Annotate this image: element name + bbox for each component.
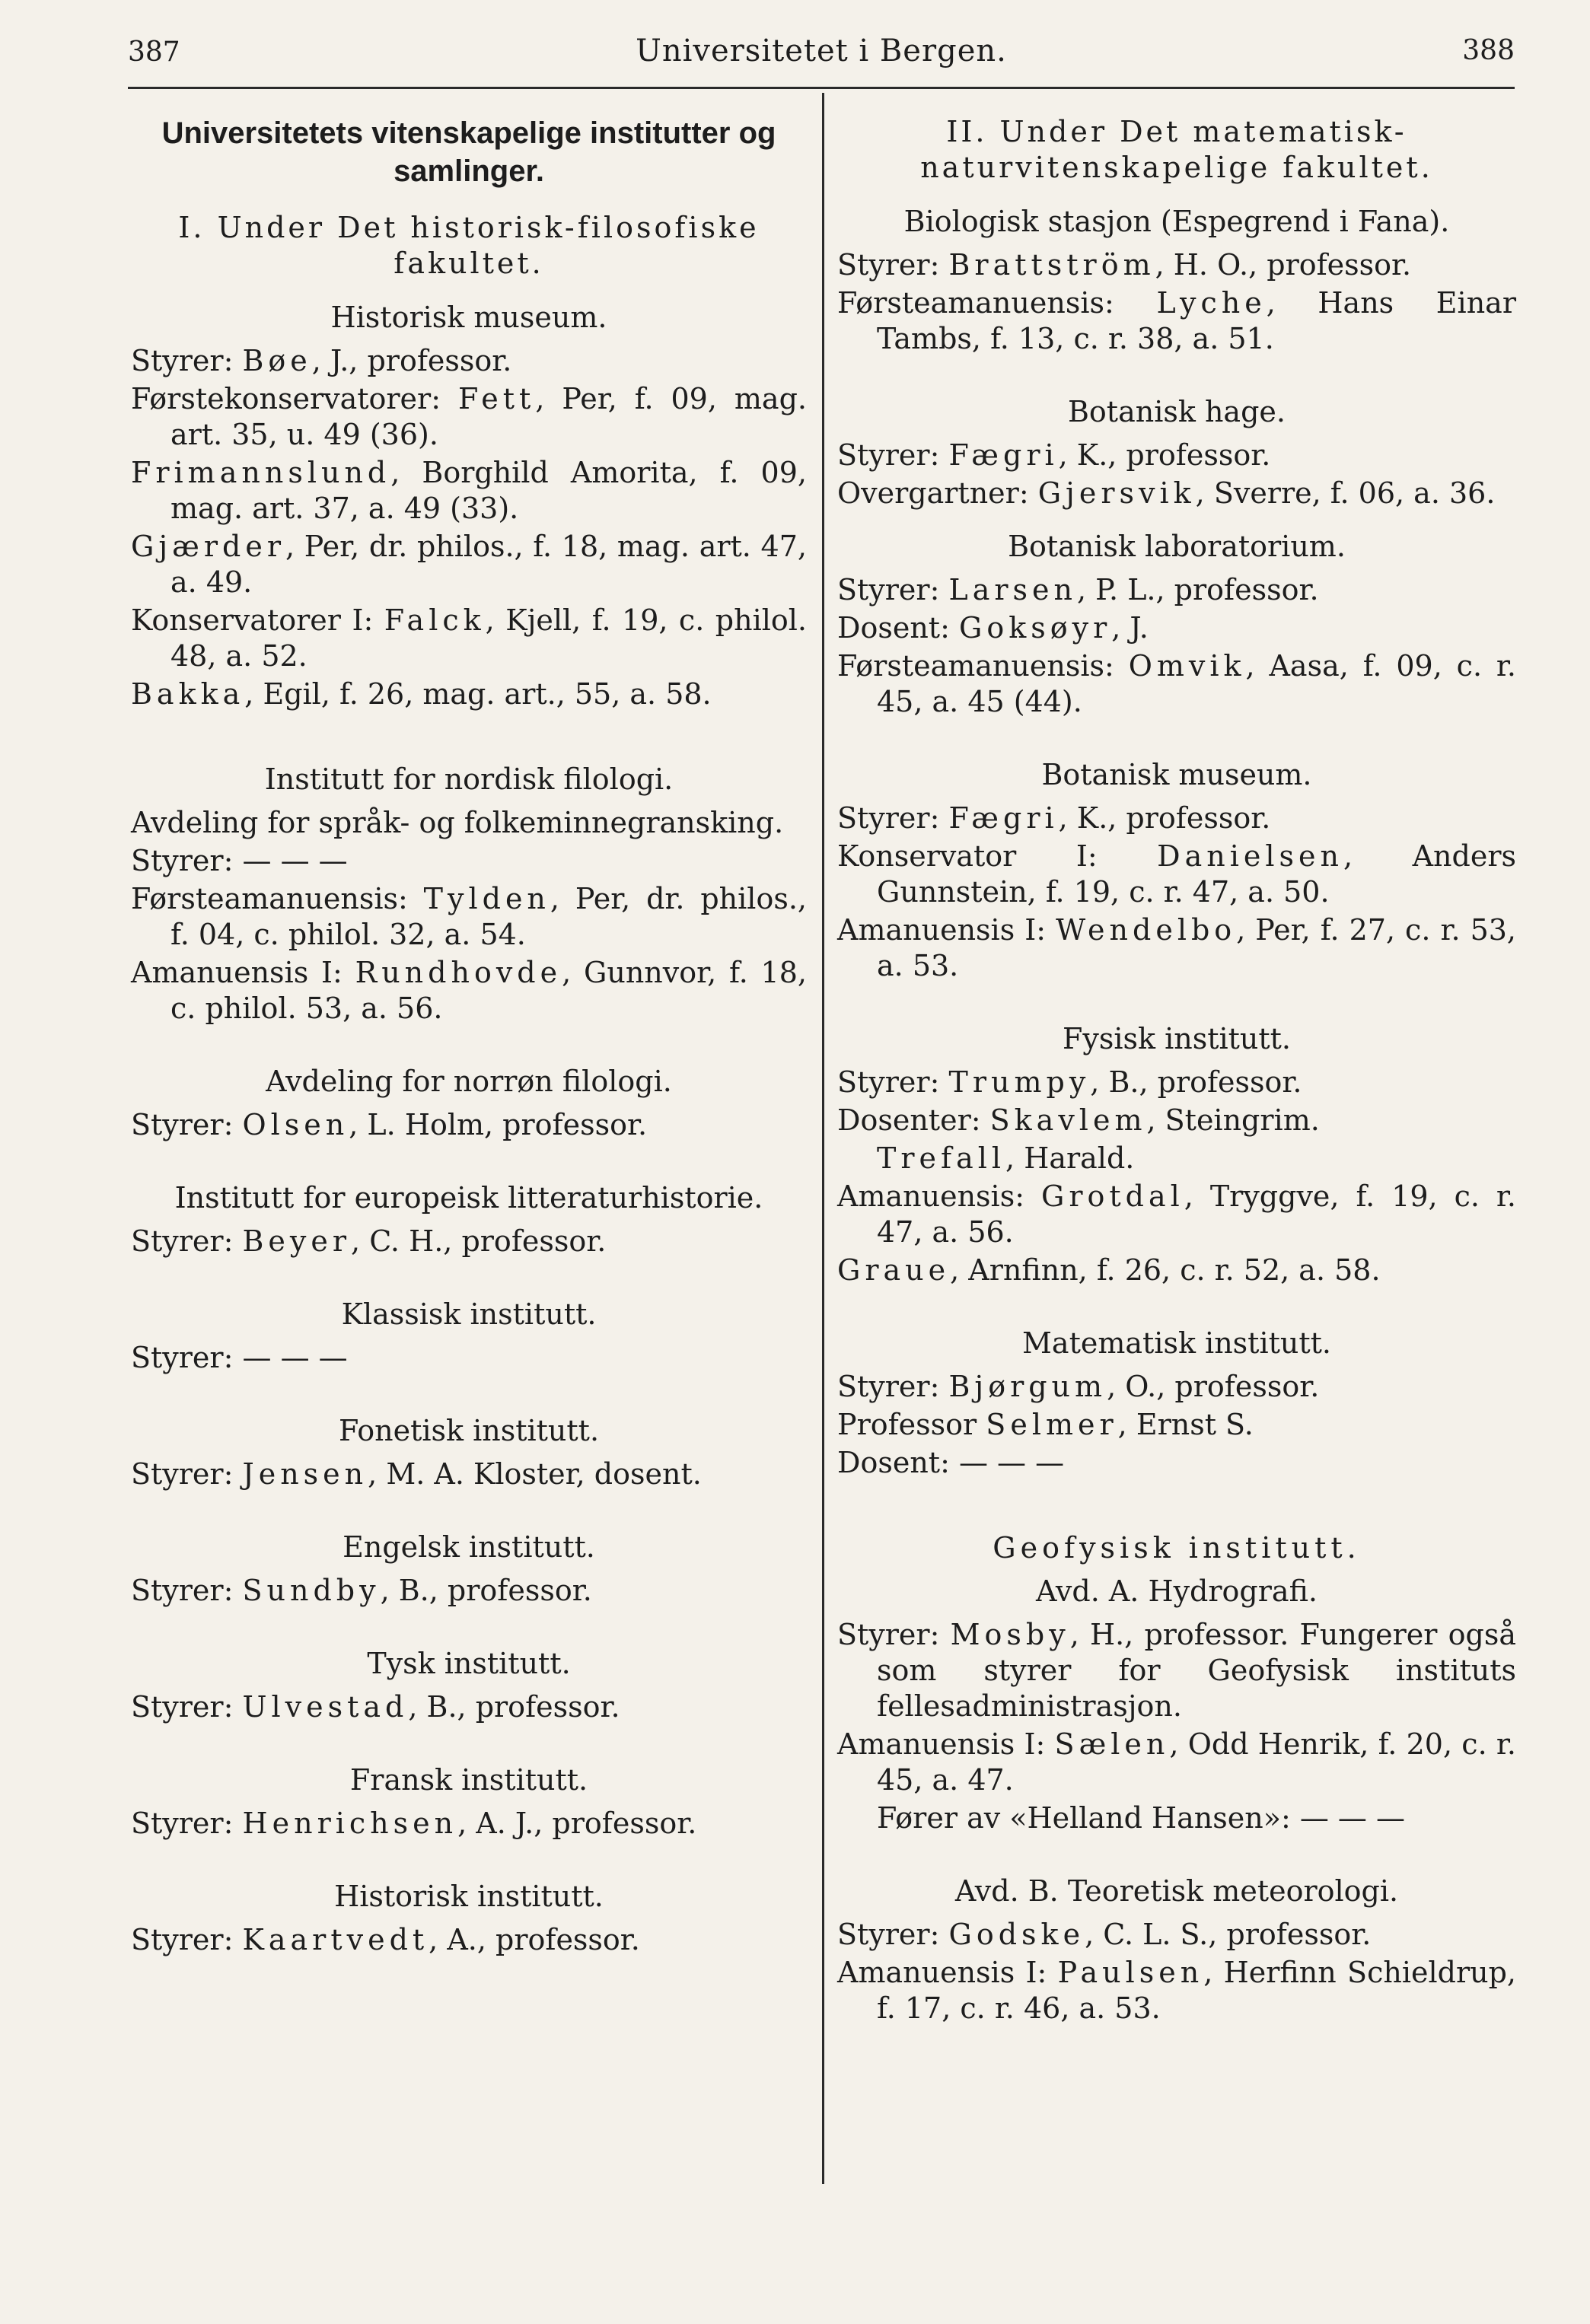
entry-label: Styrer: <box>131 1923 243 1956</box>
entry-label: Styrer: <box>131 1108 243 1141</box>
entry-label: Førstekonservatorer: <box>131 382 458 415</box>
entry-label: Styrer: <box>837 248 949 282</box>
entry-label: Amanuensis: <box>837 1180 1041 1213</box>
entry-label: Professor <box>837 1408 986 1441</box>
entry <box>131 1689 807 1725</box>
section-norron-filologi <box>131 1064 807 1143</box>
entry-name: Beyer <box>242 1224 352 1258</box>
entry-details: , B., professor. <box>408 1690 620 1724</box>
entry <box>837 285 1516 357</box>
section-engelsk-institutt <box>131 1530 807 1609</box>
entry <box>837 1800 1516 1836</box>
entry <box>131 1806 807 1842</box>
entry-label: Styrer: <box>131 1224 243 1258</box>
entry-details: , J., professor. <box>311 344 512 377</box>
section-botanisk-museum <box>837 757 1516 984</box>
entry-details: , Per, f. 27, c. r. 53, a. 53. <box>877 913 1516 982</box>
section-klassisk-institutt <box>131 1297 807 1376</box>
entry-name: Tylden <box>423 882 550 915</box>
section-fysisk-institutt <box>837 1021 1516 1288</box>
entry-name: Bøe <box>242 344 312 377</box>
entry-label: Styrer: <box>837 801 949 835</box>
subsection-title: Avd. A. Hydrografi. <box>1036 1574 1318 1608</box>
entry-name: Brattström <box>948 248 1155 282</box>
entry-details: , K., professor. <box>1058 801 1271 835</box>
section-fransk-institutt <box>131 1762 807 1842</box>
column-divider <box>822 93 824 2184</box>
entry-details: , J. <box>1111 611 1149 645</box>
section-title: Engelsk institutt. <box>343 1530 595 1564</box>
entry <box>837 1617 1516 1724</box>
section-title: Botanisk hage. <box>1068 395 1286 428</box>
entry-label: Styrer: <box>131 844 243 877</box>
entry <box>131 1224 807 1259</box>
entry-details: , A., professor. <box>429 1923 640 1956</box>
section-title: Avdeling for norrøn filologi. <box>266 1065 672 1098</box>
section-title: Fonetisk institutt. <box>338 1414 600 1447</box>
entry-name: Jensen <box>242 1457 368 1491</box>
entry-name: Selmer <box>986 1408 1118 1441</box>
entry-name: Fett <box>457 382 536 415</box>
entry-details: , Per, f. 09, mag. art. 35, u. 49 (36). <box>170 382 807 451</box>
entry-label: Førsteamanuensis: <box>837 286 1157 320</box>
section-title: Geofysisk institutt. <box>993 1531 1361 1565</box>
entry <box>131 1922 807 1958</box>
entry-details: , Anders Gunnstein, f. 19, c. r. 47, a. 50. <box>877 839 1516 909</box>
entry-details: , L. Holm, professor. <box>349 1108 648 1141</box>
section-title: Biologisk stasjon (Espegrend i Fana). <box>903 205 1450 238</box>
entry-label: Styrer: <box>837 573 949 606</box>
entry-name: Bakka <box>131 677 245 711</box>
entry <box>837 247 1516 283</box>
entry-label: Styrer: <box>131 1574 243 1607</box>
section-title: Matematisk institutt. <box>1022 1326 1331 1360</box>
entry-name: Trefall <box>877 1141 1006 1175</box>
entry-name: Wendelbo <box>1056 913 1237 947</box>
section-title: Klassisk institutt. <box>341 1297 597 1331</box>
entry-label: Styrer: <box>131 1341 243 1374</box>
running-header <box>128 30 1515 84</box>
entry <box>837 1103 1516 1138</box>
entry <box>837 1369 1516 1405</box>
section-biologisk-stasjon <box>837 204 1516 357</box>
entry-details: , Odd Henrik, f. 20, c. r. 45, a. 47. <box>877 1727 1516 1797</box>
entry-name: Olsen <box>242 1108 349 1141</box>
entry-details: , Gunnvor, f. 18, c. philol. 53, a. 56. <box>170 956 807 1025</box>
section-historisk-museum <box>131 300 807 712</box>
entry-details: , B., professor. <box>1090 1065 1302 1099</box>
faculty-title: I. Under Det historisk-filosofiske fakultet. <box>178 211 760 280</box>
entry-name: Mosby <box>950 1618 1070 1651</box>
entry <box>837 648 1516 720</box>
entry-label: Fører av «Helland Hansen»: <box>877 1801 1300 1835</box>
header-rule <box>128 87 1515 89</box>
entry-label: Styrer: <box>837 438 949 472</box>
entry-name: Falck <box>384 603 486 637</box>
entry-details: , Per, dr. philos., f. 18, mag. art. 47, a. 49. <box>170 530 807 599</box>
entry-label: Styrer: <box>131 1807 243 1840</box>
entry-details: , Aasa, f. 09, c. r. 45, a. 45 (44). <box>877 649 1516 718</box>
entry-label: Dosent: <box>837 611 959 645</box>
entry-label: Amanuensis I: <box>837 1727 1055 1761</box>
entry-details: — — — <box>242 1341 348 1374</box>
entry <box>837 1407 1516 1443</box>
section-title: Botanisk laboratorium. <box>1008 530 1346 563</box>
entry-label: Styrer: <box>837 1370 949 1403</box>
entry-name: Omvik <box>1128 649 1246 683</box>
entry <box>131 455 807 527</box>
section-title: Botanisk museum. <box>1041 758 1312 791</box>
entry <box>837 1727 1516 1798</box>
entry-label: Amanuensis I: <box>837 1956 1058 1989</box>
entry-name: Frimannslund <box>131 456 391 489</box>
entry-name: Goksøyr <box>958 611 1112 645</box>
entry-details: , Per, dr. philos., f. 04, c. philol. 32, a. 54. <box>170 882 807 951</box>
entry-label: Konservator I: <box>837 839 1158 873</box>
section-title: Institutt for europeisk litteraturhistorie. <box>174 1181 763 1215</box>
entry-details: , H., professor. Fungerer også som styrer for Geofysisk instituts fellesadministrasjon. <box>877 1618 1516 1723</box>
section-title: Historisk museum. <box>330 301 607 334</box>
entry-name: Graue <box>837 1253 951 1287</box>
entry-name: Kaartvedt <box>242 1923 429 1956</box>
entry-details: , Egil, f. 26, mag. art., 55, a. 58. <box>244 677 712 711</box>
section-title: Institutt for nordisk filologi. <box>264 762 674 796</box>
entry <box>131 881 807 953</box>
section-botanisk-hage <box>837 394 1516 511</box>
section-title: Tysk institutt. <box>367 1647 571 1680</box>
entry <box>837 610 1516 646</box>
entry <box>131 1456 807 1492</box>
entry <box>837 1917 1516 1953</box>
entry-name: Godske <box>948 1918 1085 1951</box>
subsection-title: Avd. B. Teoretisk meteorologi. <box>954 1874 1399 1908</box>
entry-details: , Ernst S. <box>1117 1408 1254 1441</box>
entry <box>131 603 807 674</box>
entry-name: Sælen <box>1054 1727 1170 1761</box>
entry-details: , C. L. S., professor. <box>1085 1918 1372 1951</box>
entry <box>131 1340 807 1376</box>
entry-label: Styrer: <box>131 1457 243 1491</box>
entry-name: Sundby <box>242 1574 381 1607</box>
entry <box>131 343 807 379</box>
entry <box>131 843 807 879</box>
entry-details: , Arnfinn, f. 26, c. r. 52, a. 58. <box>950 1253 1381 1287</box>
entry <box>837 476 1516 511</box>
entry-details: , K., professor. <box>1058 438 1271 472</box>
entry-details: , Sverre, f. 06, a. 36. <box>1195 476 1496 510</box>
entry-name: Fægri <box>948 801 1059 835</box>
entry-label: Styrer: <box>131 1690 243 1724</box>
section-nordisk-filologi <box>131 762 807 1027</box>
entry-label: Dosenter: <box>837 1103 990 1137</box>
entry-name: Danielsen <box>1157 839 1343 873</box>
entry-name: Rundhovde <box>355 956 562 989</box>
entry <box>837 1955 1516 2026</box>
entry-label: Førsteamanuensis: <box>131 882 424 915</box>
entry <box>837 438 1516 473</box>
entry-details: , H. O., professor. <box>1155 248 1412 282</box>
entry <box>837 1445 1516 1481</box>
right-column <box>837 114 1516 2029</box>
entry-name: Gjersvik <box>1037 476 1196 510</box>
entry-details: — — — <box>958 1446 1065 1479</box>
entry <box>131 955 807 1027</box>
section-europeisk-litteraturhistorie <box>131 1180 807 1259</box>
section-botanisk-laboratorium <box>837 529 1516 720</box>
entry-name: Bjørgum <box>948 1370 1107 1403</box>
entry <box>131 677 807 712</box>
faculty-title: II. Under Det matematisk-naturvitenskapelige fakultet. <box>920 115 1433 184</box>
entry-label: Styrer: <box>837 1065 949 1099</box>
entry <box>131 529 807 600</box>
entry <box>131 1573 807 1609</box>
entry-label: Amanuensis I: <box>131 956 355 989</box>
entry-label: Styrer: <box>131 344 243 377</box>
entry-name: Henrichsen <box>242 1807 458 1840</box>
section-title: Fysisk institutt. <box>1062 1022 1291 1055</box>
entry-name: Ulvestad <box>242 1690 409 1724</box>
entry-details: , P. L., professor. <box>1077 573 1319 606</box>
left-column <box>131 114 807 1960</box>
entry-name: Fægri <box>948 438 1059 472</box>
entry-details: , Tryggve, f. 19, c. r. 47, a. 56. <box>877 1180 1516 1249</box>
entry-details: , Harald. <box>1005 1141 1135 1175</box>
entry-details: — — — <box>242 844 348 877</box>
entry-name: Skavlem <box>989 1103 1147 1137</box>
entry-label: Styrer: <box>837 1618 951 1651</box>
entry <box>837 1253 1516 1288</box>
entry-name: Grotdal <box>1040 1180 1184 1213</box>
entry-details: , Kjell, f. 19, c. philol. 48, a. 52. <box>170 603 807 673</box>
entry <box>837 1065 1516 1100</box>
entry-label: Amanuensis I: <box>837 913 1056 947</box>
entry <box>837 1141 1516 1176</box>
entry-details: , C. H., professor. <box>351 1224 607 1258</box>
entry <box>837 1179 1516 1250</box>
entry <box>837 801 1516 836</box>
entry-name: Gjærder <box>131 530 285 563</box>
page-number-left: 387 <box>128 37 180 68</box>
section-fonetisk-institutt <box>131 1413 807 1492</box>
entry-label: Konservatorer I: <box>131 603 384 637</box>
entry-details: , B., professor. <box>380 1574 592 1607</box>
section-title: Fransk institutt. <box>349 1763 588 1797</box>
entry-details: , Borghild Amorita, f. 09, mag. art. 37, a. 49 (33). <box>170 456 807 525</box>
section-tysk-institutt <box>131 1646 807 1725</box>
entry <box>837 572 1516 608</box>
section-title: Historisk institutt. <box>334 1880 604 1913</box>
section-geofysisk-institutt <box>837 1530 1516 2026</box>
section-matematisk-institutt <box>837 1326 1516 1481</box>
entry-label: Overgartner: <box>837 476 1038 510</box>
entry-name: Trumpy <box>948 1065 1091 1099</box>
entry-label: Styrer: <box>837 1918 949 1951</box>
entry-label: Førsteamanuensis: <box>837 649 1129 683</box>
entry-details: , Herfinn Schieldrup, f. 17, c. r. 46, a. 53. <box>877 1956 1516 2025</box>
entry <box>131 381 807 453</box>
running-title: Universitetet i Bergen. <box>636 33 1007 68</box>
section-subtitle: Avdeling for språk- og folkeminnegransking. <box>131 806 784 839</box>
entry-details: , Steingrim. <box>1146 1103 1320 1137</box>
page-number-right: 388 <box>1462 35 1515 66</box>
entry <box>837 839 1516 910</box>
section-historisk-institutt <box>131 1879 807 1958</box>
entry-name: Paulsen <box>1057 1956 1204 1989</box>
entry-details: , A. J., professor. <box>457 1807 697 1840</box>
entry-name: Lyche <box>1156 286 1267 320</box>
entry <box>837 912 1516 984</box>
entry-details: , O., professor. <box>1107 1370 1320 1403</box>
entry-details: , M. A. Kloster, dosent. <box>368 1457 702 1491</box>
entry <box>131 1107 807 1143</box>
entry-details: , Hans Einar Tambs, f. 13, c. r. 38, a. 51. <box>877 286 1516 355</box>
entry-label: Dosent: <box>837 1446 959 1479</box>
main-heading: Universitetets vitenskapelige institutter og samlinger. <box>161 116 776 188</box>
entry-name: Larsen <box>948 573 1078 606</box>
entry-details: — — — <box>1299 1801 1406 1835</box>
